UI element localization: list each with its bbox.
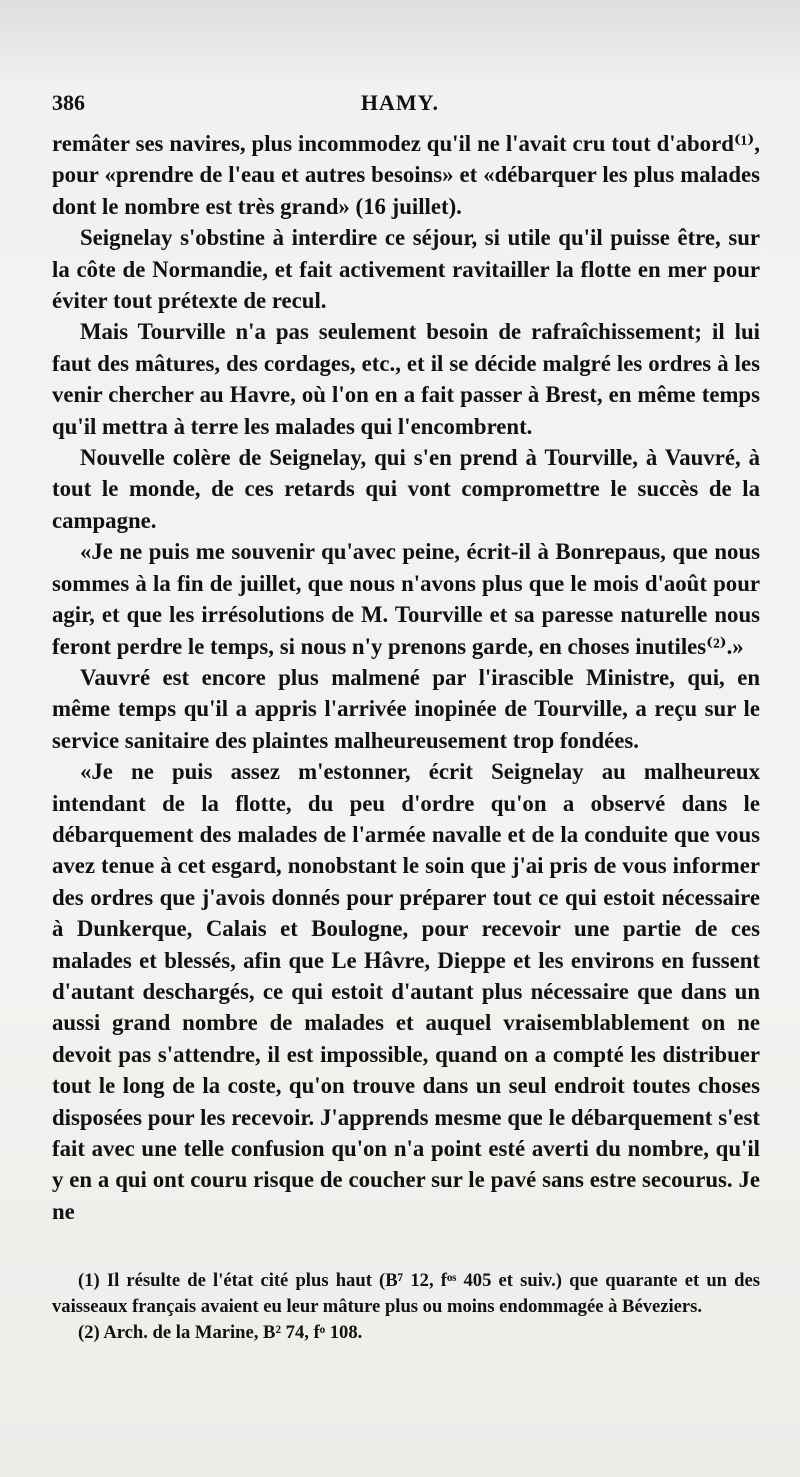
footnote-text: Il résulte de l'état cité plus haut (B⁷ 12, fᵒˢ 405 et suiv.) que quarante et un des vaisseaux français avaient eu leur mâture plus ou moins endommagée à Béveziers. (52, 1270, 760, 1317)
page-number: 386 (52, 90, 85, 115)
paragraph-7-quote: «Je ne puis assez m'estonner, écrit Seignelay au malheureux intendant de la flotte, du peu d'ordre qu'on a observé dans le débarquement des malades de l'armée navalle et de la conduite que vous avez tenue à cet esgard, nonobstant le soin que j'ai pris de vous informer des ordres que j'avois donnés pour préparer tout ce qui estoit nécessaire à Dunkerque, Calais et Boulogne, pour recevoir une partie de ces malades et blessés, afin que Le Hâvre, Dieppe et les environs en fussent d'autant deschargés, ce qui estoit d'autant plus nécessaire que dans un aussi grand nombre de malades et auquel vraisemblablement on ne devoit pas s'attendre, il est impossible, quand on a compté les distribuer tout le long de la coste, qu'on trouve dans un seul endroit toutes choses disposées pour les recevoir. J'apprends mesme que le débarquement s'est fait avec une telle confusion qu'on n'a point esté averti du nombre, qu'il y en a qui ont couru risque de coucher sur le pavé sans estre secourus. Je ne (52, 759, 760, 1224)
footnote-2 (52, 1320, 760, 1346)
footnote-marker: (2) (78, 1322, 100, 1343)
paragraph-3: Mais Tourville n'a pas seulement besoin de rafraîchissement; il lui faut des mâtures, des cordages, etc., et il se décide malgré les ordres à les venir chercher au Havre, où l'on en a fait passer à Brest, en même temps qu'il mettra à terre les malades qui l'encombrent. (52, 319, 760, 439)
body-text (52, 128, 760, 1227)
footnotes (52, 1268, 760, 1346)
running-head: HAMY. (360, 90, 440, 115)
paragraph-6: Vauvré est encore plus malmené par l'irascible Ministre, qui, en même temps qu'il a appris l'arrivée inopinée de Tourville, a reçu sur le service sanitaire des plaintes malheureusement trop fondées. (52, 664, 760, 753)
paragraph-5-quote: «Je ne puis me souvenir qu'avec peine, écrit-il à Bonrepaus, que nous sommes à la fin de juillet, que nous n'avons plus que le mois d'août pour agir, et que les irrésolutions de M. Tourville et sa paresse naturelle nous feront perdre le temps, si nous n'y prenons garde, en choses inutiles⁽²⁾.» (52, 539, 760, 659)
page-header (52, 90, 748, 120)
paragraph-2: Seignelay s'obstine à interdire ce séjour, si utile qu'il puisse être, sur la côte de Normandie, et fait activement ravitailler la flotte en mer pour éviter tout prétexte de recul. (52, 225, 760, 314)
footnote-marker: (1) (78, 1270, 100, 1291)
footnote-text: Arch. de la Marine, B² 74, fᵒ 108. (103, 1322, 363, 1343)
paragraph-4: Nouvelle colère de Seignelay, qui s'en prend à Tourville, à Vauvré, à tout le monde, de ces retards qui vont compromettre le succès de la campagne. (52, 445, 760, 533)
paragraph-1: remâter ses navires, plus incommodez qu'il ne l'avait cru tout d'abord⁽¹⁾, pour «prendre de l'eau et autres besoins» et «débarquer les plus malades dont le nombre est très grand» (16 juillet). (52, 131, 760, 219)
footnote-1 (52, 1268, 760, 1320)
